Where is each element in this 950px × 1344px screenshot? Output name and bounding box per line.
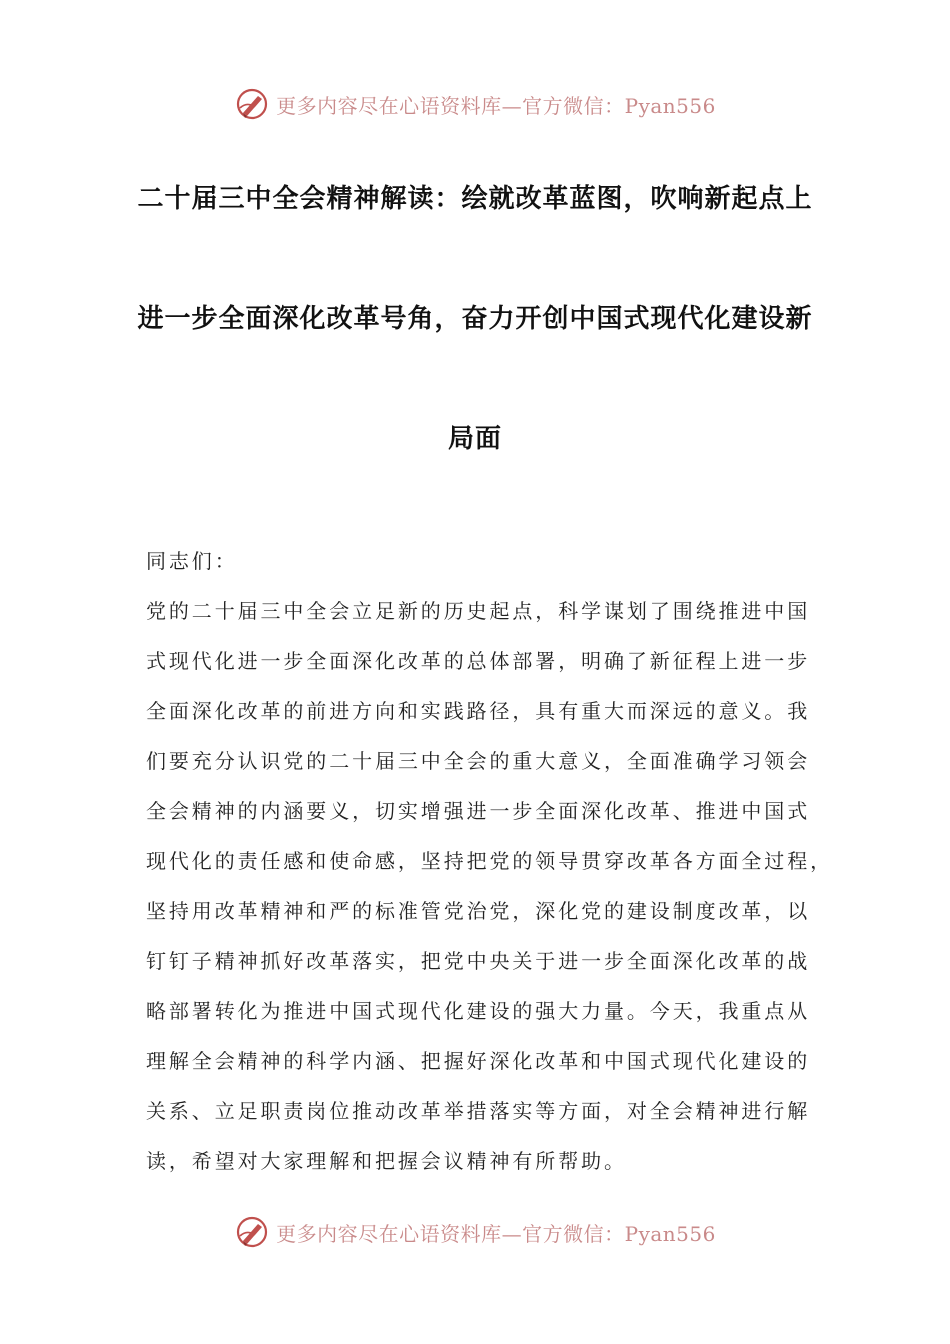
paragraph-line: 略部署转化为推进中国式现代化建设的强大力量。今天，我重点从 — [146, 999, 811, 1023]
pen-logo-icon — [234, 1214, 270, 1250]
footer-watermark — [0, 1212, 950, 1252]
paragraph-line: 式现代化进一步全面深化改革的总体部署，明确了新征程上进一步 — [146, 649, 811, 673]
document-title-line-2: 进一步全面深化改革号角，奋力开创中国式现代化建设新 — [137, 304, 813, 334]
paragraph-line: 们要充分认识党的二十届三中全会的重大意义，全面准确学习领会 — [146, 749, 811, 773]
paragraph-line: 坚持用改革精神和严的标准管党治党，深化党的建设制度改革，以 — [146, 899, 811, 923]
header-watermark — [0, 84, 950, 124]
paragraph-line: 现代化的责任感和使命感，坚持把党的领导贯穿改革各方面全过程， — [146, 849, 833, 873]
paragraph-line: 全会精神的内涵要义，切实增强进一步全面深化改革、推进中国式 — [146, 799, 811, 823]
pen-logo-icon — [234, 86, 270, 122]
paragraph-line: 读，希望对大家理解和把握会议精神有所帮助。 — [146, 1149, 627, 1173]
paragraph-line: 全面深化改革的前进方向和实践路径，具有重大而深远的意义。我 — [146, 699, 811, 723]
document-title-line-3: 局面 — [447, 424, 502, 454]
document-body — [146, 536, 833, 1186]
paragraph-line: 党的二十届三中全会立足新的历史起点，科学谋划了围绕推进中国 — [146, 599, 811, 623]
paragraph-line: 理解全会精神的科学内涵、把握好深化改革和中国式现代化建设的 — [146, 1049, 811, 1073]
paragraph-line: 钉钉子精神抓好改革落实，把党中央关于进一步全面深化改革的战 — [146, 949, 811, 973]
paragraph-line: 关系、立足职责岗位推动改革举措落实等方面，对全会精神进行解 — [146, 1099, 811, 1123]
watermark-text: 更多内容尽在心语资料库—官方微信：Pyan556 — [276, 93, 716, 118]
document-title-line-1: 二十届三中全会精神解读：绘就改革蓝图，吹响新起点上 — [137, 184, 813, 214]
salutation: 同志们： — [146, 549, 238, 573]
watermark-text: 更多内容尽在心语资料库—官方微信：Pyan556 — [276, 1221, 716, 1246]
